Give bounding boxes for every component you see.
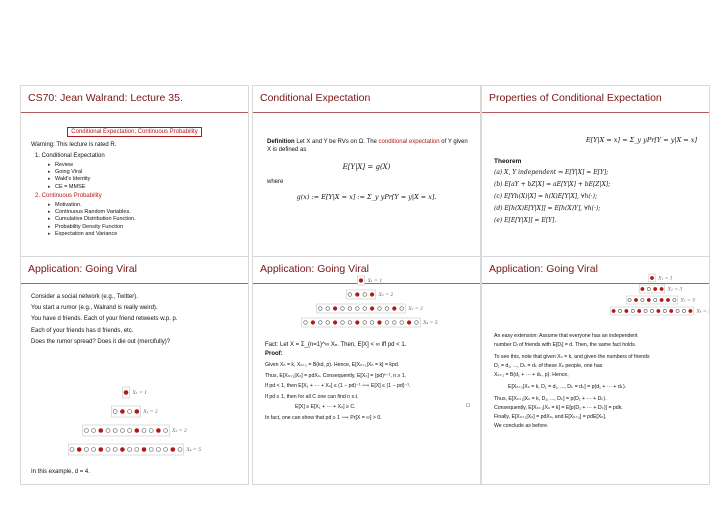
retweet-dot <box>333 307 337 311</box>
subtitle-box: Conditional Expectation; Continuous Probability <box>67 127 201 137</box>
tree-label: X₃ = 3 <box>172 429 187 435</box>
property-b: (b) E[aY + bZ|X] = aE[Y|X] + bE[Z|X]; <box>494 181 611 188</box>
retweet-dot <box>77 448 81 452</box>
person-dot <box>363 293 367 297</box>
slide-title: Application: Going Viral <box>28 263 137 275</box>
definition-text <box>267 138 472 154</box>
retweet-dot <box>135 410 139 414</box>
tree-row <box>639 285 682 293</box>
tree-label: X₂ = 3 <box>667 287 683 293</box>
retweet-dot <box>393 307 397 311</box>
definition-tail: of Y given X is defined as <box>267 139 468 153</box>
slide-title: Application: Going Viral <box>260 263 369 275</box>
person-dot <box>113 410 117 414</box>
list-item: ▸ Cumulative Distribution Function. <box>55 216 136 223</box>
person-dot <box>149 448 153 452</box>
list-item: ▸ Going Viral <box>55 169 90 176</box>
subtitle-box-wrap <box>21 120 248 138</box>
slide-title: Conditional Expectation <box>260 92 371 104</box>
retweet-dot <box>654 287 657 290</box>
person-dot <box>644 309 647 312</box>
person-dot <box>106 429 110 433</box>
person-dot <box>647 287 650 290</box>
text-line: Each of your friends has d friends, etc. <box>31 327 134 334</box>
person-dot <box>356 307 360 311</box>
tree-label: X₁ = 1 <box>367 279 383 285</box>
title-rule <box>253 112 480 113</box>
person-dot <box>319 307 323 311</box>
property-c: (c) E[Yh(X)|X] = h(X)E[Y|X], ∀h(·); <box>494 193 597 200</box>
person-dot <box>348 307 352 311</box>
person-dot <box>341 307 345 311</box>
retweet-dot <box>625 309 628 312</box>
text-line: If pd < 1, then E[X₁ + ··· + Xₙ] ≤ (1 − pd)⁻¹ ⟹ E[X] ≤ (1 − pd)⁻¹. <box>265 383 411 389</box>
text-line: Finally, E[Xₙ₊₁|Xₙ] = pdXₙ, and E[Xₙ₊₁] = pdE[Xₙ]. <box>494 414 607 420</box>
tree-label: X₁ = 1 <box>658 276 673 282</box>
person-dot <box>631 309 634 312</box>
rumor-tree-diagram <box>21 385 249 460</box>
person-dot <box>92 429 96 433</box>
tree-row <box>68 444 201 455</box>
slide-5 <box>252 256 481 485</box>
person-dot <box>128 429 132 433</box>
tree-row <box>346 290 393 299</box>
person-dot <box>370 321 374 325</box>
retweet-dot <box>311 321 315 325</box>
person-dot <box>415 321 419 325</box>
proof-lines <box>265 360 410 423</box>
person-dot <box>319 321 323 325</box>
theorem-properties <box>494 167 610 227</box>
retweet-dot <box>359 279 363 283</box>
tree-label: X₁ = 1 <box>132 391 148 397</box>
person-dot <box>348 321 352 325</box>
person-dot <box>682 309 685 312</box>
outline-item-1: 1. Conditional Expectation <box>35 153 105 159</box>
person-dot <box>164 429 168 433</box>
text-line: Consider a social network (e.g., Twitter). <box>31 294 138 300</box>
person-dot <box>84 448 88 452</box>
text-line: If pd ≥ 1, then for all C one can find n s.t. <box>265 393 359 400</box>
text-line: Given Xₙ = k, Xₙ₊₁ = B(kd, p). Hence, E[Xₙ₊₁|Xₙ = k] = kpd. <box>265 362 400 368</box>
tree-row <box>626 296 695 304</box>
person-dot <box>106 448 110 452</box>
person-dot <box>326 321 330 325</box>
person-dot <box>84 429 88 433</box>
property-a: (a) X, Y independent ⇒ E[Y|X] = E[Y]; <box>494 169 609 176</box>
tree-row <box>83 425 187 436</box>
tree-row <box>610 307 710 315</box>
person-dot <box>385 321 389 325</box>
slide-title: Application: Going Viral <box>489 263 598 275</box>
rumor-tree-diagram <box>482 272 710 322</box>
qed-symbol: □ <box>466 403 470 409</box>
person-dot <box>400 307 404 311</box>
person-dot <box>156 448 160 452</box>
list-item: ▸ Probability Density Function <box>55 224 136 231</box>
tree-label: X₄ = 5 <box>696 309 711 315</box>
person-dot <box>663 309 666 312</box>
text-line: E[Xₙ₊₁|Xₙ = k, D₁ = d₁, ..., Dₖ = dₖ] = p(d₁ + ··· + dₖ). <box>508 384 627 390</box>
person-dot <box>92 448 96 452</box>
person-dot <box>142 429 146 433</box>
extension-lines <box>494 332 650 431</box>
list-item: ▸ Wald's Identity <box>55 176 90 183</box>
retweet-dot <box>135 429 139 433</box>
text-line: You start a rumor (e.g., Walrand is really weird). <box>31 305 158 312</box>
property-d: (d) E[h(X)E[Y|X]] = E[h(X)Y], ∀h(·); <box>494 205 601 212</box>
tree-label: X₂ = 2 <box>378 293 394 299</box>
person-dot <box>628 298 631 301</box>
tree-row <box>112 406 158 417</box>
person-dot <box>113 429 117 433</box>
person-dot <box>400 321 404 325</box>
retweet-dot <box>666 298 669 301</box>
tree-row <box>302 318 438 327</box>
person-dot <box>326 307 330 311</box>
person-dot <box>650 309 653 312</box>
retweet-dot <box>333 321 337 325</box>
retweet-dot <box>99 448 103 452</box>
person-dot <box>70 448 74 452</box>
tree-row <box>317 304 423 313</box>
retweet-dot <box>124 391 128 395</box>
property-e: (e) E[E[Y|X]] = E[Y]. <box>494 217 557 224</box>
person-dot <box>128 410 132 414</box>
retweet-dot <box>99 429 103 433</box>
retweet-dot <box>689 309 692 312</box>
slide-title: CS70: Jean Walrand: Lecture 35. <box>28 92 183 104</box>
text-line: Consequently, E[Xₙ₊₁|Xₙ = k] = E[p(D₁ + ··· + Dₖ)] = pdk. <box>494 405 623 411</box>
person-dot <box>676 309 679 312</box>
tree-label: X₂ = 2 <box>143 410 158 416</box>
retweet-dot <box>171 448 175 452</box>
retweet-dot <box>647 298 650 301</box>
text-line: You have d friends. Each of your friend retweets w.p. p. <box>31 316 178 323</box>
person-dot <box>348 293 352 297</box>
tree-label: X₄ = 5 <box>186 448 202 454</box>
title-rule <box>21 112 248 113</box>
person-dot <box>673 298 676 301</box>
person-dot <box>385 307 389 311</box>
outline-item-2: 2. Continuous Probability <box>35 193 102 199</box>
person-dot <box>363 307 367 311</box>
tree-label: X₃ = 5 <box>680 298 696 304</box>
person-dot <box>178 448 182 452</box>
list-item: ▸ CE = MMSE <box>55 184 90 191</box>
person-dot <box>304 321 308 325</box>
person-dot <box>113 448 117 452</box>
retweet-dot <box>378 321 382 325</box>
retweet-dot <box>641 287 644 290</box>
list-item: ▸ Review <box>55 162 90 169</box>
person-dot <box>363 321 367 325</box>
retweet-dot <box>356 321 360 325</box>
row-box <box>626 296 677 304</box>
person-dot <box>393 321 397 325</box>
person-dot <box>149 429 153 433</box>
person-dot <box>618 309 621 312</box>
person-dot <box>164 448 168 452</box>
person-dot <box>654 298 657 301</box>
slide-4 <box>20 256 249 485</box>
definition-body: Let X and Y be RVs on Ω. The <box>294 139 379 145</box>
slide-title: Properties of Conditional Expectation <box>489 92 662 104</box>
equation-top: E[Y|X = x] = Σ_y yPr[Y = y|X = x] <box>585 136 697 144</box>
text-line: D₁ = d₁, ..., Dₖ = dₖ of these Xₙ people, one has <box>494 363 603 369</box>
outline-sublist-2 <box>45 202 136 238</box>
footer-text: In this example, d = 4. <box>31 469 90 475</box>
theorem-label: Theorem <box>494 158 522 165</box>
tree-row <box>649 274 673 282</box>
text-line: Does the rumor spread? Does it die out (mercifully)? <box>31 338 171 345</box>
slide-6 <box>481 256 710 485</box>
list-item: ▸ Motivation. <box>55 202 136 209</box>
text-line: number Dᵢ of friends with E[Dᵢ] = d. Then, the same fact holds. <box>494 342 637 348</box>
title-rule <box>482 112 709 113</box>
retweet-dot <box>657 309 660 312</box>
retweet-dot <box>370 293 374 297</box>
retweet-dot <box>120 410 124 414</box>
equation-1: E[Y|X] = g(X) <box>342 163 391 171</box>
fact-text: Fact: Let X = Σ_{n=1}^∞ Xₙ. Then, E[X] < ∞ iff pd < 1. <box>265 342 407 348</box>
retweet-dot <box>142 448 146 452</box>
proof-label: Proof: <box>265 351 283 357</box>
tree-label: X₃ = 3 <box>408 307 423 313</box>
title-rule <box>21 283 248 284</box>
retweet-dot <box>638 309 641 312</box>
tree-label: X₄ = 5 <box>423 321 438 327</box>
text-line: In fact, one can show that pd ≥ 1 ⟹ Pr[X = ∞] > 0. <box>265 414 382 421</box>
retweet-dot <box>156 429 160 433</box>
retweet-dot <box>670 309 673 312</box>
person-dot <box>641 298 644 301</box>
retweet-dot <box>120 448 124 452</box>
retweet-dot <box>612 309 615 312</box>
retweet-dot <box>660 298 663 301</box>
row-box <box>317 304 406 313</box>
definition-term: conditional expectation <box>378 139 440 145</box>
tree-row <box>122 387 147 398</box>
text-line: We conclude as before. <box>494 423 549 429</box>
text-line: Thus, E[Xₙ₊₁|Xₙ = k, D₁, ..., Dₖ] = p(D₁ + ··· + Dₖ). <box>494 396 607 402</box>
retweet-dot <box>356 293 360 297</box>
definition-label: Definition <box>267 139 295 145</box>
person-dot <box>120 429 124 433</box>
text-line: To see this, note that given Xₙ = k, and given the numbers of friends <box>494 354 650 360</box>
equation-2: g(x) := E[Y|X = x] := Σ_y yPr[Y = y|X = x]. <box>296 193 437 201</box>
text-line: Thus, E[Xₙ₊₁|Xₙ] = pdXₙ. Consequently, E[Xₙ] = (pd)ⁿ⁻¹, n ≥ 1. <box>265 372 407 379</box>
where-text: where <box>267 179 284 185</box>
intro-lines <box>31 292 178 348</box>
list-item: ▸ Continuous Random Variables. <box>55 209 136 216</box>
person-dot <box>341 321 345 325</box>
person-dot <box>128 448 132 452</box>
person-dot <box>135 448 139 452</box>
rumor-tree-diagram <box>253 274 481 332</box>
tree-row <box>357 276 382 285</box>
person-dot <box>378 307 382 311</box>
retweet-dot <box>407 321 411 325</box>
retweet-dot <box>634 298 637 301</box>
retweet-dot <box>650 276 653 279</box>
text-line: E[X] ≥ E[X₁ + ··· + Xₙ] ≥ C. <box>295 404 356 410</box>
retweet-dot <box>370 307 374 311</box>
retweet-dot <box>660 287 663 290</box>
outline-sublist-1 <box>45 162 90 191</box>
text-line: Xₙ₊₁ = B(d₁ + ··· + dₖ, p). Hence, <box>494 372 569 378</box>
text-line: An easy extension: Assume that everyone has an independent <box>494 333 638 339</box>
warning-text: Warning: This lecture is rated R. <box>31 142 117 148</box>
list-item: ▸ Expectation and Variance <box>55 231 136 238</box>
